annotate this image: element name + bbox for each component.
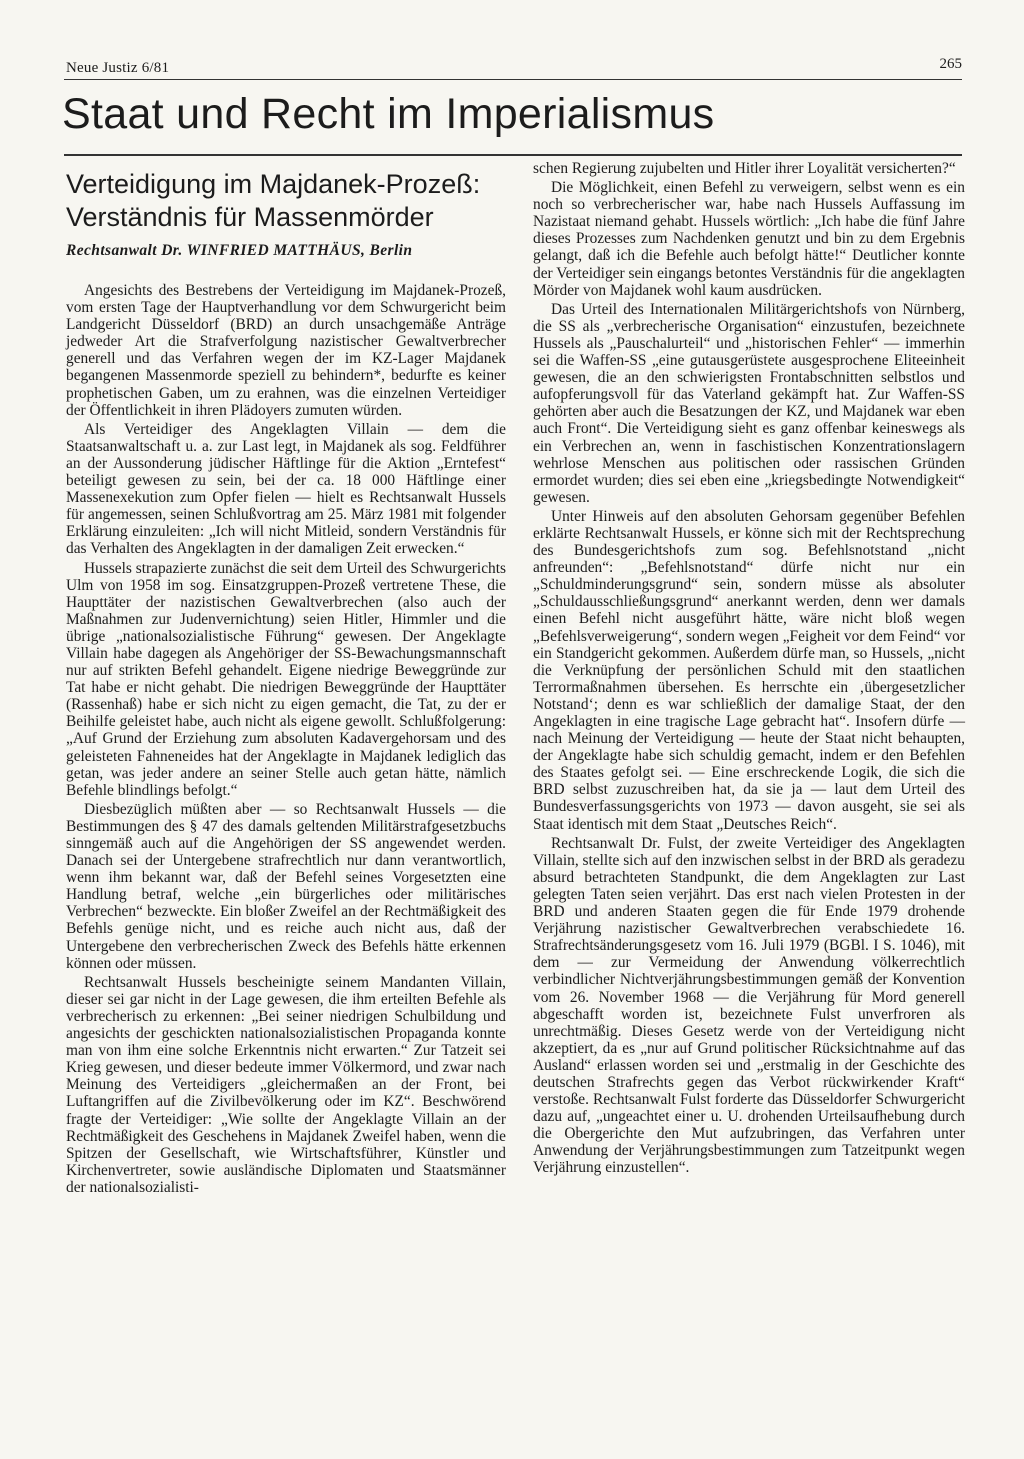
paragraph: Die Möglichkeit, einen Befehl zu verweigern, selbst wenn es ein noch so verbrecherischer war, habe nach Hussels Auffassung im Nazistaat niemand gehabt. Hussels wörtlich: „Ich habe die fünf Jahre dieses Prozesses zum Nachdenken genutzt und bin zu dem Ergebnis gelangt, daß ich die Befehle auch befolgt hätte!“ Deutlicher konnte der Verteidiger sein eingangs betontes Verständnis für die angeklagten Mörder von Majdanek wohl kaum ausdrücken. bbox=[533, 179, 965, 299]
page-number: 265 bbox=[939, 56, 962, 72]
paragraph: Diesbezüglich müßten aber — so Rechtsanwalt Hussels — die Bestimmungen des § 47 des damals geltenden Militärstrafgesetzbuchs sinngemäß auch auf die Angehörigen der SS angewendet werden. Danach sei der Untergebene strafrechtlich nur dann verantwortlich, wenn ihm bekannt war, daß der Befehl seines Vorgesetzten eine Handlung betraf, welche „ein bürgerliches oder militärisches Verbrechen“ bezweckte. Ein bloßer Zweifel an der Rechtmäßigkeit des Befehls genüge nicht, und es reiche auch nicht aus, daß der Untergebene den verbrecherischen Zweck des Befehls hätte erkennen können oder müssen. bbox=[66, 800, 506, 972]
paragraph: Das Urteil des Internationalen Militärgerichtshofs von Nürnberg, die SS als „verbrecherische Organisation“ einzustufen, bezeichnete Hussels als „Pauschalurteil“ und „historischen Fehler“ — immerhin sei die Waffen-SS „eine gutausgerüstete ausgesprochene Eliteeinheit gewesen, die an den schwierigsten Frontabschnitten selbstlos und aufopferungsvoll für das Vaterland gekämpft hat. Zur Waffen-SS gehörten aber auch die Besatzungen der KZ, und Majdanek war eben auch Front“. Die Verteidigung sieht es ganz offenbar keineswegs als ein Verbrechen an, wenn in faschistischen Konzentrationslagern wehrlose Menschen aus politischen oder rassischen Gründen ermordet wurden; dies sei eben eine „kriegsbedingte Notwendigkeit“ gewesen. bbox=[533, 300, 965, 506]
article-title: Verteidigung im Majdanek-Prozeß: Verständnis für Massenmörder bbox=[66, 169, 481, 232]
paragraph: Hussels strapazierte zunächst die seit dem Urteil des Schwurgerichts Ulm von 1958 im sog. Einsatzgruppen-Prozeß vertretene These, die Haupttäter der nazistischen Gewaltverbrechen (also auch der Maßnahmen zur Judenvernichtung) seien Hitler, Himmler und die übrige „nationalsozialistische Führung“ gewesen. Der Angeklagte Villain habe dagegen als Angehöriger der SS-Bewachungsmannschaft nur auf strikten Befehl gehandelt. Eigene niedrige Beweggründe zur Tat habe er nicht gehabt. Die niedrigen Beweggründe der Haupttäter (Rassenhaß) habe er sich nicht zu eigen gemacht, die Tat, zu der er Beihilfe geleistet habe, auch nicht als eigene gewollt. Schlußfolgerung: „Auf Grund der Erziehung zum absoluten Kadavergehorsam und des geleisteten Fahneneides hat der Angeklagte in Majdanek lediglich das getan, was jeder andere an seiner Stelle auch getan hätte, nämlich Befehle blindlings befolgt.“ bbox=[66, 559, 506, 799]
paragraph: schen Regierung zujubelten und Hitler ihrer Loyalität versicherten?“ bbox=[533, 160, 956, 177]
paragraph: Rechtsanwalt Dr. Fulst, der zweite Verteidiger des Angeklagten Villain, stellte sich auf den inzwischen selbst in der BRD als geradezu absurd betrachteten Standpunkt, die dem Angeklagten zur Last gelegten Taten seien verjährt. Das erst nach vielen Protesten in der BRD und anderen Staaten gegen die für Ende 1979 drohende Verjährung nazistischer Gewaltverbrechen verabschiedete 16. Strafrechtsänderungsgesetz vom 16. Juli 1979 (BGBl. I S. 1046), mit dem — zur Vermeidung der Anwendung völkerrechtlich verbindlicher Nichtverjährungsbestimmungen gemäß der Konvention vom 26. November 1968 — die Verjährung für Mord generell abgeschafft worden ist, bezeichnete Fulst unverfroren als unrechtmäßig. Dieses Gesetz werde von der Verteidigung nicht akzeptiert, da es „nur auf Grund politischer Rücksichtnahme auf das Ausland“ erlassen worden sei und „erstmalig in der Geschichte des deutschen Strafrechts gegen das Verbot rückwirkender Kraft“ verstoße. Rechtsanwalt Fulst forderte das Düsseldorfer Schwurgericht dazu auf, „ungeachtet einer u. U. drohenden Urteilsaufhebung durch die Obergerichte den Mut aufzubringen, das Verfahren unter Anwendung der Verjährungsbestimmungen zum Tatzeitpunkt wegen Verjährung einzustellen“. bbox=[533, 834, 965, 1177]
right-column bbox=[533, 160, 965, 1179]
section-title: Staat und Recht im Imperialismus bbox=[62, 90, 715, 138]
section-rule bbox=[64, 154, 962, 156]
article-byline: Rechtsanwalt Dr. WINFRIED MATTHÄUS, Berlin bbox=[66, 242, 413, 259]
header-rule bbox=[64, 79, 962, 80]
running-head: Neue Justiz 6/81 bbox=[66, 60, 170, 76]
paragraph: Rechtsanwalt Hussels bescheinigte seinem Mandanten Villain, dieser sei gar nicht in der Lage gewesen, die ihm erteilten Befehle als verbrecherisch zu erkennen: „Bei seiner niedrigen Schulbildung und angesichts der geschickten nationalsozialistischen Propaganda konnte man von ihm eine solche Erkenntnis nicht erwarten.“ Zur Tatzeit sei Krieg gewesen, und dieser bedeute immer Völkermord, und zwar nach Meinung des Verteidigers „gleichermaßen an der Front, bei Luftangriffen auf die Zivilbevölkerung oder im KZ“. Beschwörend fragte der Verteidiger: „Wie sollte der Angeklagte Villain an der Rechtmäßigkeit des Geschehens in Majdanek Zweifel haben, wenn die Spitzen der Gesellschaft, wie Wirtschaftsführer, Künstler und Kirchenvertreter, sowie ausländische Diplomaten und Staatsmänner der nationalsozialisti- bbox=[66, 973, 506, 1196]
paragraph: Unter Hinweis auf den absoluten Gehorsam gegenüber Befehlen erklärte Rechtsanwalt Hussels, er könne sich mit der Rechtsprechung des Bundesgerichtshofs zum sog. Befehlsnotstand „nicht anfreunden“: „Befehlsnotstand“ dürfe nicht nur ein „Schuldminderungsgrund“ sein, sondern müsse als absoluter „Schuldausschließungsgrund“ anerkannt werden, denn wer damals einen Befehl nicht ausgeführt hätte, wäre nicht bloß wegen „Befehlsverweigerung“, sondern wegen „Feigheit vor dem Feind“ vor ein Standgericht gekommen. Außerdem dürfe man, so Hussels, „nicht die Verknüpfung der persönlichen Schuld mit den staatlichen Terrormaßnahmen übersehen. Es herrschte ein ‚übergesetzlicher Notstand‘; denn es war schließlich der damalige Staat, der den Angeklagten in eine tragische Lage gebracht hat“. Insofern dürfe — nach Meinung der Verteidigung — heute der Staat nicht behaupten, der Angeklagte habe sich schuldig gemacht, indem er den Befehlen des Staates gefolgt sei. — Eine erschreckende Logik, die sich die BRD selbst zuzuschreiben hat, da sie ja — laut dem Urteil des Bundesverfassungsgerichts von 1973 — davon ausgeht, sie sei als Staat identisch mit dem Staat „Deutsches Reich“. bbox=[533, 507, 965, 833]
paragraph: Als Verteidiger des Angeklagten Villain — dem die Staatsanwaltschaft u. a. zur Last legt, in Majdanek als sog. Feldführer an der Aussonderung jüdischer Häftlinge für die Aktion „Erntefest“ beteiligt gewesen zu sein, bei der ca. 18 000 Häftlinge einer Massenexekution zum Opfer fielen — hielt es Rechtsanwalt Hussels für angemessen, seinen Schlußvortrag am 25. März 1981 mit folgender Erklärung einzuleiten: „Ich will nicht Mitleid, sondern Verständnis für das Verhalten des Angeklagten in der damaligen Zeit erwecken.“ bbox=[66, 420, 506, 558]
paragraph: Angesichts des Bestrebens der Verteidigung im Majdanek-Prozeß, vom ersten Tage der Hauptverhandlung vor dem Schwurgericht beim Landgericht Düsseldorf (BRD) an durch unsachgemäße Anträge jedweder Art die Strafverfolgung nazistischer Gewaltverbrecher generell und das Verfahren wegen der im KZ-Lager Majdanek begangenen Massenmorde speziell zu behindern*, bedurfte es keiner prophetischen Gaben, um zu erahnen, was die einzelnen Verteidiger der Öffentlichkeit in ihren Plädoyers zumuten würden. bbox=[66, 282, 506, 419]
left-column bbox=[66, 282, 506, 1198]
